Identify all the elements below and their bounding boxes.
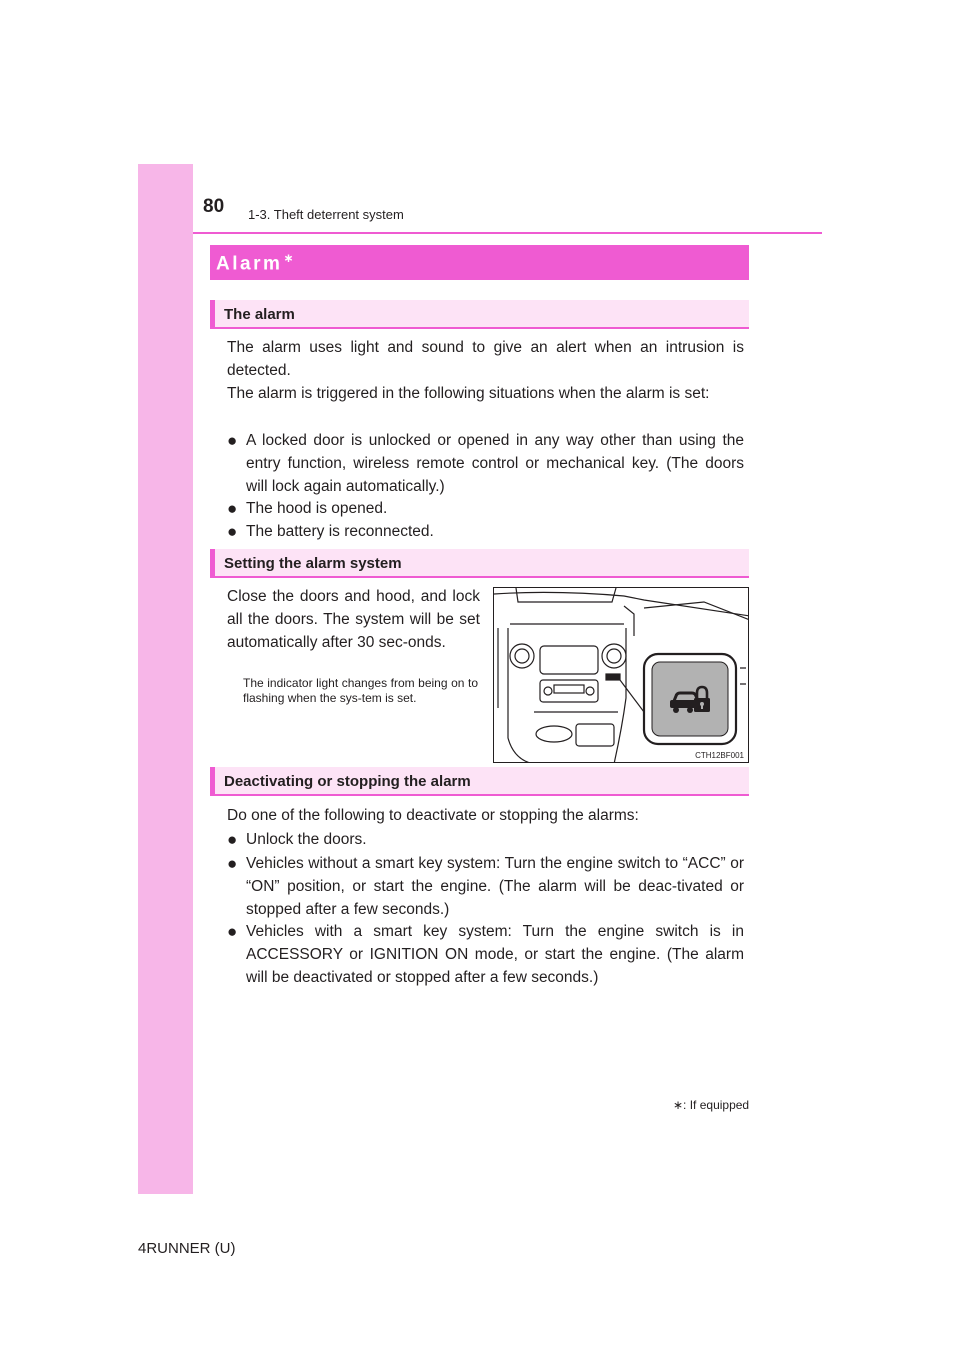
bullet-icon: ● xyxy=(227,499,238,518)
page-number: 80 xyxy=(203,196,225,217)
list-item xyxy=(227,920,744,989)
bullet-icon: ● xyxy=(227,431,238,450)
list-item-text: The battery is reconnected. xyxy=(246,523,434,540)
equipped-mark: ∗ xyxy=(283,251,294,265)
list-item-text: Vehicles with a smart key system: Turn the engine switch is in ACCESSORY or IGNITION ON mode, or start the engine. (The alarm will be deactivated or stopped after a few seconds.) xyxy=(246,923,744,986)
list-item xyxy=(227,828,744,851)
heading-deactivating xyxy=(210,767,749,796)
side-tab xyxy=(138,164,193,1194)
heading-setting-alarm xyxy=(210,549,749,578)
footnote: ∗: If equipped xyxy=(673,1098,750,1112)
bullet-icon: ● xyxy=(227,830,238,849)
bullet-icon: ● xyxy=(227,522,238,541)
list-item xyxy=(227,429,744,498)
bullet-icon: ● xyxy=(227,922,238,941)
list-item xyxy=(227,520,744,543)
heading-the-alarm xyxy=(210,300,749,329)
list-item xyxy=(227,497,744,520)
heading-setting-alarm-text: Setting the alarm system xyxy=(224,555,402,572)
heading-the-alarm-text: The alarm xyxy=(224,306,295,323)
paragraph-alarm-intro: The alarm uses light and sound to give an alert when an intrusion is detected. xyxy=(227,339,744,379)
paragraph-setting: Close the doors and hood, and lock all the doors. The system will be set automatically after 30 sec-onds. xyxy=(227,588,480,651)
list-item-text: The hood is opened. xyxy=(246,500,388,517)
section-title: 1-3. Theft deterrent system xyxy=(248,207,404,222)
note-indicator: The indicator light changes from being on to flashing when the sys-tem is set. xyxy=(243,676,478,705)
paragraph-deactivating: Do one of the following to deactivate or stopping the alarms: xyxy=(227,807,639,824)
bullet-icon: ● xyxy=(227,854,238,873)
paragraph-alarm-trigger: The alarm is triggered in the following situations when the alarm is set: xyxy=(227,385,710,402)
list-item-text: A locked door is unlocked or opened in any way other than using the entry function, wireless remote control or mechanical key. (The doors will lock again automatically.) xyxy=(246,432,744,495)
page-title-text: Alarm xyxy=(216,253,283,275)
header-rule xyxy=(193,232,822,234)
security-indicator-icon xyxy=(668,684,712,716)
page-title xyxy=(216,251,293,275)
footer-model: 4RUNNER (U) xyxy=(138,1240,236,1257)
figure-code: CTH12BF001 xyxy=(695,751,744,760)
heading-deactivating-text: Deactivating or stopping the alarm xyxy=(224,773,471,790)
list-item-text: Vehicles without a smart key system: Turn the engine switch to “ACC” or “ON” position, or start the engine. (The alarm will be deac-tivated or stopped after a few seconds.) xyxy=(246,855,744,918)
dashboard-drawing xyxy=(494,588,749,763)
list-item xyxy=(227,852,744,921)
dashboard-illustration xyxy=(493,587,749,763)
page-title-bar xyxy=(210,245,749,280)
list-item-text: Unlock the doors. xyxy=(246,831,367,848)
